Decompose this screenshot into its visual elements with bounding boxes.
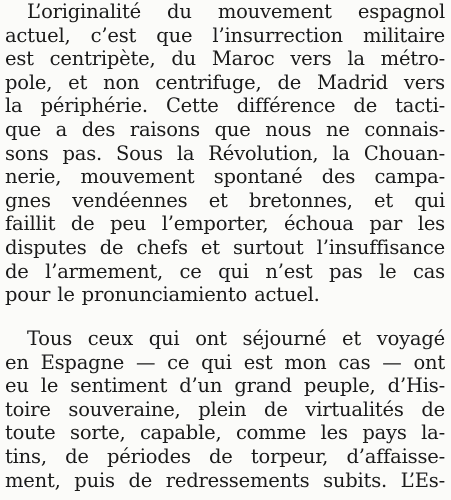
text-line: toire souveraine, plein de virtualités de	[5, 397, 445, 421]
text-line: gnes vendéennes et bretonnes, et qui	[5, 188, 445, 212]
text-line: L’originalité du mouvement espagnol	[27, 0, 445, 23]
paragraph-2	[5, 327, 445, 492]
text-line: pour le pronunciamiento actuel.	[5, 283, 320, 307]
text-line: sons pas. Sous la Révolution, la Chouan-	[5, 141, 445, 165]
text-line: tins, de périodes de torpeur, d’affaisse-	[5, 444, 445, 468]
text-line: est centripète, du Maroc vers la métro-	[5, 47, 445, 71]
text-line: toute sorte, capable, comme les pays la-	[5, 421, 445, 445]
text-line: en Espagne — ce qui est mon cas — ont	[5, 350, 445, 374]
text-line: actuel, c’est que l’insurrection militaire	[5, 23, 445, 47]
text-line: nerie, mouvement spontané des campa-	[5, 165, 445, 189]
text-line: faillit de peu l’emporter, échoua par les	[5, 212, 445, 236]
paragraph-1	[5, 0, 445, 307]
text-line: Tous ceux qui ont séjourné et voyagé	[27, 327, 445, 350]
text-line: pole, et non centrifuge, de Madrid vers	[5, 70, 445, 94]
text-line: que a des raisons que nous ne connais-	[5, 117, 445, 141]
text-line: ment, puis de redressements subits. L’Es-	[5, 468, 445, 492]
text-line: eu le sentiment d’un grand peuple, d’His-	[5, 374, 445, 398]
text-line: disputes de chefs et surtout l’insuffisance	[5, 235, 445, 259]
text-line: la périphérie. Cette différence de tacti-	[5, 94, 445, 118]
text-line: de l’armement, ce qui n’est pas le cas	[5, 259, 445, 283]
